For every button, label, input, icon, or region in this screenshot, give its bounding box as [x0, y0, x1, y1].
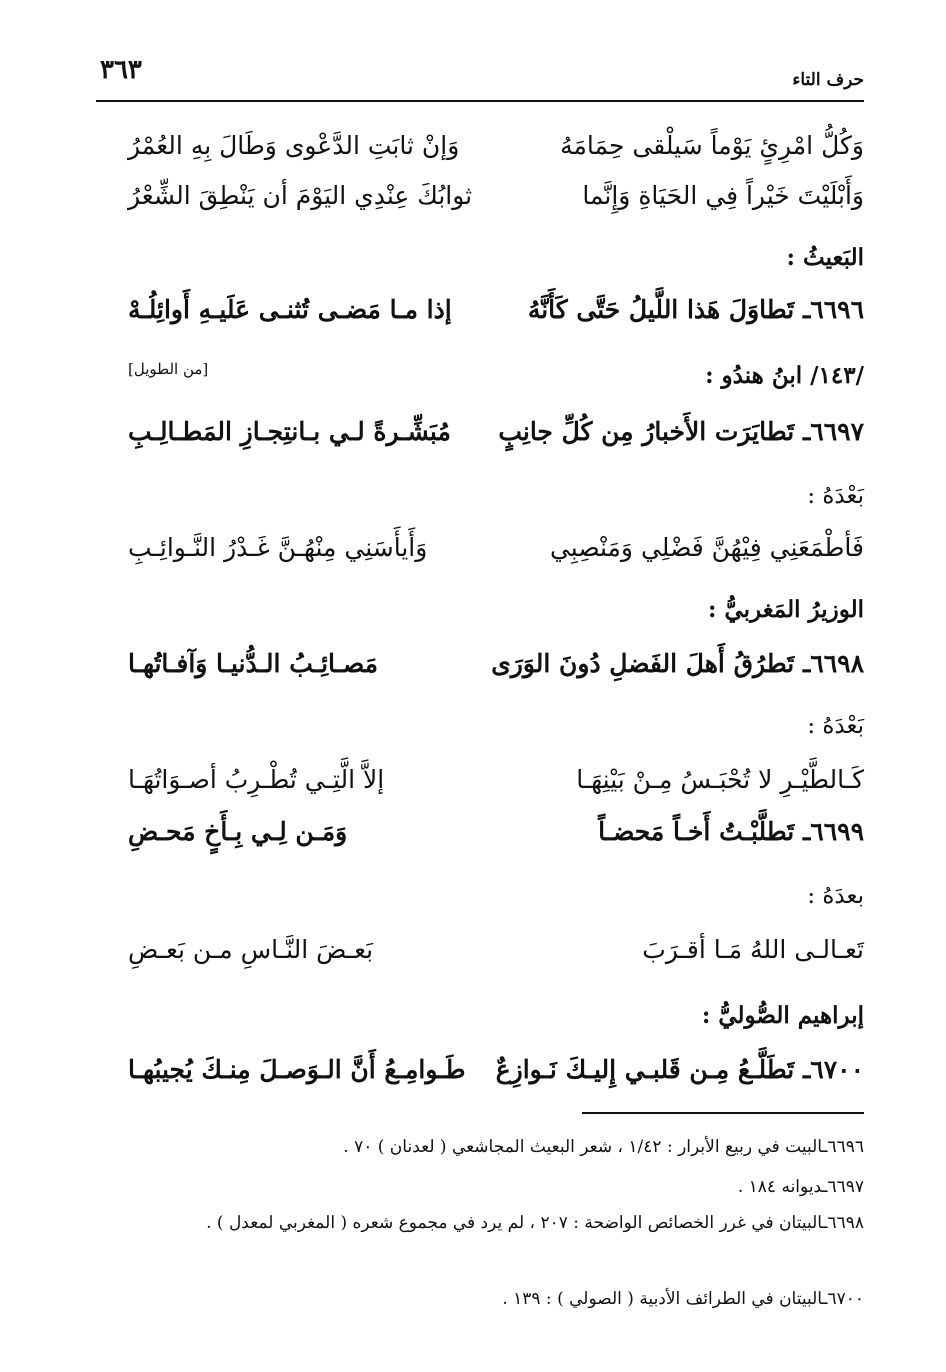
footnote-text: البيتان في غرر الخصائص الواضحة : ٢٠٧ ، لم يرد في مجموع شعره ( المغربي لمعدل ) . — [206, 1213, 823, 1233]
footnote — [84, 1282, 864, 1316]
footnote-text: البيت في ربيع الأبرار : ١/٤٢ ، شعر البعيث المجاشعي ( لعدنان ) ٧٠ . — [343, 1137, 823, 1157]
first-hemistich — [598, 810, 864, 854]
verse-line — [100, 526, 864, 570]
first-hemistich: وَكُلُّ امْرِئٍ يَوْماً سَيلْقى حِمَامَهُ — [560, 131, 864, 160]
verse-line — [100, 758, 864, 802]
second-hemistich: طَـوامِـعُ أَنَّ الـوَصـلَ مِنـكَ يُجيبُهـا — [128, 1055, 466, 1084]
second-hemistich: وَمَـن لِـي بِـأَخٍ مَحـضِ — [128, 817, 348, 846]
header-rule — [96, 100, 864, 102]
second-hemistich: مَصـائِـبُ الـدُّنيـا وَآفـاتُهـا — [128, 649, 379, 678]
poet-name: الوزيرُ المَغربيُّ : — [707, 596, 864, 623]
second-hemistich: إلاَّ الَّتِـي تُطْـرِبُ أصـوَاتُهَـا — [128, 765, 385, 794]
footnote — [84, 1130, 864, 1164]
verse-6698 — [100, 642, 864, 686]
hemistich-text: تَطَلَّـعُ مِـن قَلبـي إِليـكَ نَـوازِعٌ — [495, 1055, 795, 1084]
meter-label: [من الطويل] — [128, 360, 209, 378]
verse-6697 — [100, 410, 864, 454]
first-hemistich: وَأَبْلَيْتَ خَيْراً فِي الحَيَاةِ وَإِنَّما — [582, 181, 864, 210]
hemistich-text: تَطرُقُ أَهلَ الفَضلِ دُونَ الوَرَى — [491, 649, 795, 678]
verse-line — [100, 174, 864, 218]
footnote — [84, 1206, 864, 1240]
verse-number: ٦٦٩٧ـ — [802, 417, 864, 446]
first-hemistich — [491, 642, 864, 686]
poet-name: إبراهيم الصُّوليُّ : — [701, 1002, 864, 1029]
after-label: بَعْدَهُ : — [807, 483, 864, 509]
verse-number: ٦٦٩٦ـ — [802, 295, 864, 324]
verse-6700 — [100, 1048, 864, 1092]
page-number: ٣٦٣ — [100, 55, 142, 85]
first-hemistich — [528, 288, 864, 332]
verse-6699 — [100, 810, 864, 854]
second-hemistich: ثوابُكَ عِنْدِي اليَوْمَ أن يَنْطِقَ الشِّعْرُ — [128, 181, 473, 210]
first-hemistich — [498, 410, 864, 454]
verse-6696 — [100, 288, 864, 332]
hemistich-text: تَطاوَلَ هَذا اللَّيلُ حَتَّى كَأَنَّهُ — [527, 295, 795, 324]
second-hemistich: إذا مـا مَضـى تُثنـى عَلَيـهِ أَوائِلُـهْ — [128, 295, 452, 324]
footnote-text: البيتان في الطرائف الأدبية ( الصولي ) : ١٣٩ . — [502, 1289, 823, 1309]
footnote-number: ٦٦٩٨ـ — [822, 1213, 864, 1233]
hemistich-text: تَطايَرَت الأَخبارُ مِن كُلِّ جانِبٍ — [498, 417, 795, 446]
after-label: بَعْدَهُ : — [807, 713, 864, 739]
verse-number: ٦٧٠٠ـ — [802, 1055, 864, 1084]
footnote — [84, 1170, 864, 1204]
footnote-text: ديوانه ١٨٤ . — [737, 1177, 823, 1197]
second-hemistich: وَإنْ ثابَتِ الدَّعْوى وَطَالَ بِهِ العُمْرُ — [128, 131, 460, 160]
poet-name: /١٤٣/ ابنُ هندُو : — [705, 362, 864, 389]
footnote-number: ٦٧٠٠ـ — [822, 1289, 864, 1309]
verse-number: ٦٦٩٨ـ — [802, 649, 864, 678]
second-hemistich: بَعـضَ النَّـاسِ مـن بَعـضِ — [128, 935, 374, 964]
second-hemistich: مُبَشِّـرةً لـي بـانتِجـازِ المَطـالِـبِ — [128, 417, 451, 446]
verse-line — [100, 124, 864, 168]
footnote-number: ٦٦٩٧ـ — [822, 1177, 864, 1197]
poet-name: البَعيثُ : — [786, 244, 864, 271]
verse-line — [100, 928, 864, 972]
running-header-title: حرف التاء — [792, 70, 864, 90]
hemistich-text: تَطلَّبْـتُ أَخـاً مَحضـاً — [598, 817, 795, 846]
first-hemistich: كَـالطَّيْـرِ لا تُحْبَـسُ مِـنْ بَيْنِهَـا — [576, 765, 864, 794]
footnote-number: ٦٦٩٦ـ — [822, 1137, 864, 1157]
verse-number: ٦٦٩٩ـ — [802, 817, 864, 846]
first-hemistich: فَأطْمَعَنِي فِيْهُنَّ فَضْلِي وَمَنْصِبِي — [549, 533, 864, 562]
first-hemistich: تَعـالـى اللهُ مَـا أقـرَبَ — [642, 935, 864, 964]
footnote-separator — [582, 1112, 864, 1114]
first-hemistich — [496, 1048, 864, 1092]
after-label: بعدَهُ : — [807, 883, 864, 909]
second-hemistich: وَأَيأَسَنِي مِنْهُـنَّ غَـدْرُ النَّـوائِـبِ — [128, 533, 428, 562]
